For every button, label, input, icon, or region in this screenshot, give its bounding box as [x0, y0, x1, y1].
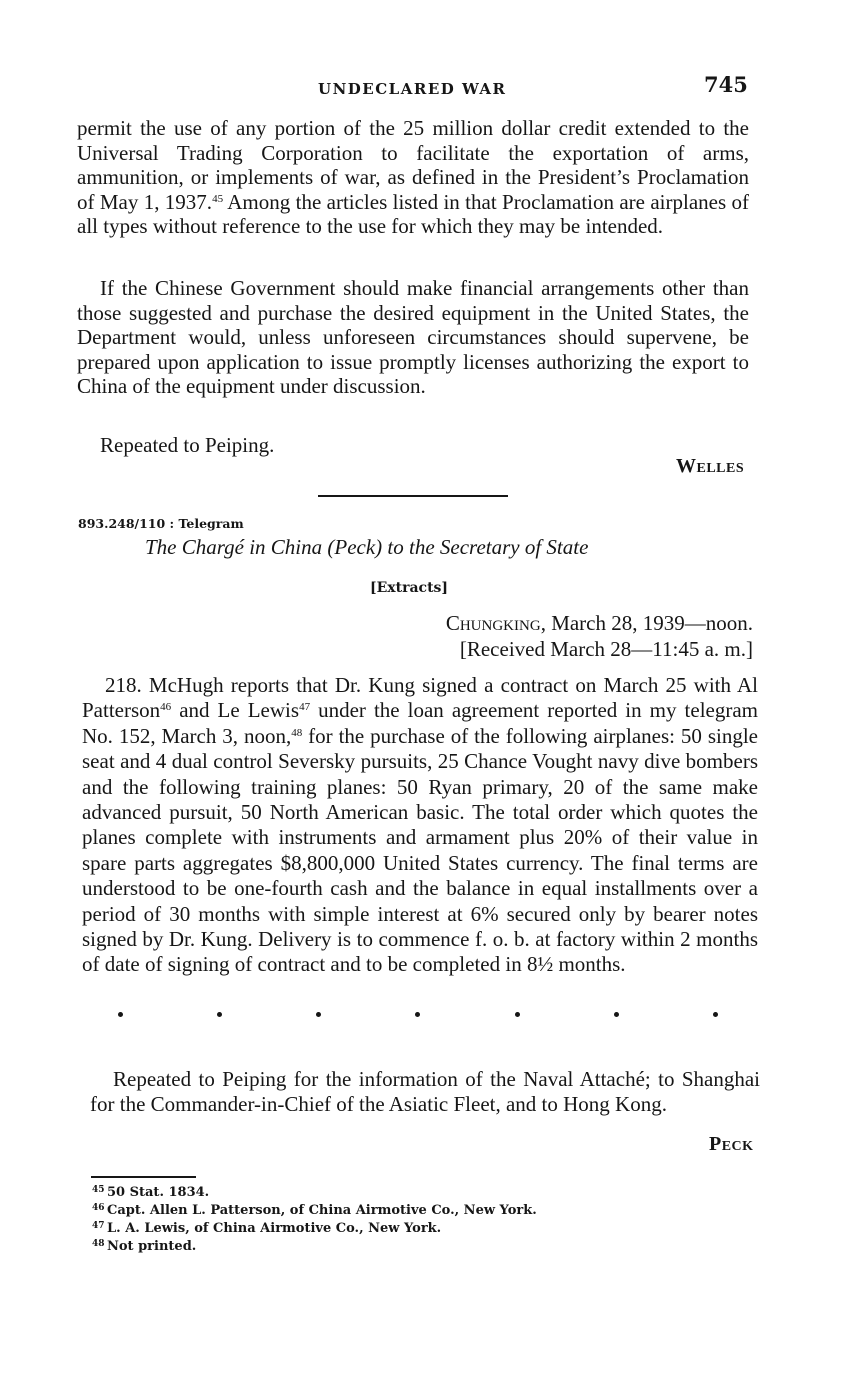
footnote-ref-48[interactable]: 48 [291, 726, 303, 739]
footnotes [92, 1184, 537, 1256]
ellipsis-dot [316, 1012, 321, 1017]
footnote-mark: 47 [92, 1221, 105, 1231]
footnote-ref-46[interactable]: 46 [160, 701, 172, 714]
footnote-48: 48 Not printed. [107, 1238, 537, 1256]
dateline-sent: Chungking, March 28, 1939—noon. [445, 611, 753, 635]
ellipsis-dot [614, 1012, 619, 1017]
footnote-45: 45 50 Stat. 1834. [107, 1184, 537, 1202]
extracts-note: [Extracts] [370, 580, 449, 596]
repeated-note: Repeated to Peiping. [100, 433, 275, 457]
paragraph-contract-report: 218. McHugh reports that Dr. Kung signed a contract on March 25 with Al Patterson$^{46}$ and Le Lewis$^{47}$ under the loan agreement reported in my telegram No. 152, March 3, noon,$^{48}$ for the purchase of the following airplanes: 50 single seat and 4 dual control Seversky pursuits, 25 Chance Vought navy dive bombers and the following training planes: 50 Ryan primary, 20 of the same make advanced pursuit, 50 North American basic. The total order which quotes the planes complete with instruments and armament plus 20% of their value in spare parts aggregates $8,800,000 United States currency. The final terms are understood to be one-fourth cash and the balance in equal installments over a period of 30 months with simple interest at 6% secured only by bearer notes signed by Dr. Kung. Delivery is to commence f. o. b. at factory within 2 months of date of signing of contract and to be completed in 8½ months. [82, 673, 758, 977]
file-reference: 893.248/110 : Telegram [78, 516, 244, 531]
document-title: The Chargé in China (Peck) to the Secretary of State [145, 535, 589, 559]
paragraph-financial-arrangements: If the Chinese Government should make financial arrangements other than those suggested and purchase the desired equipment in the United States, the Department would, unless unforeseen circumstances should supervene, be prepared upon application to issue promptly licenses authorizing the export to China of the equipment under discussion. [77, 276, 749, 399]
ellipsis-dot [415, 1012, 420, 1017]
footnote-46: 46 Capt. Allen L. Patterson, of China Airmotive Co., New York. [107, 1202, 537, 1220]
footnote-47: 47 L. A. Lewis, of China Airmotive Co., New York. [107, 1220, 537, 1238]
paragraph-repeated: Repeated to Peiping for the information of the Naval Attaché; to Shanghai for the Commander-in-Chief of the Asiatic Fleet, and to Hong Kong. [90, 1067, 760, 1117]
omission-ellipsis [118, 1012, 718, 1017]
paragraph-credit: permit the use of any portion of the 25 million dollar credit extended to the Universal Trading Corporation to facilitate the exportation of arms, ammunition, or implements of war, as defined in the President’s Proclamation of May 1, 1937.45 Among the articles listed in that Proclamation are airplanes of all types without reference to the use for which they may be intended. [77, 116, 749, 239]
ellipsis-dot [713, 1012, 718, 1017]
dateline [446, 610, 753, 662]
footnote-mark: 45 [92, 1185, 105, 1195]
ellipsis-dot [118, 1012, 123, 1017]
page-number: 745 [704, 72, 748, 97]
ellipsis-dot [515, 1012, 520, 1017]
running-head: UNDECLARED WAR [318, 80, 507, 98]
ellipsis-dot [217, 1012, 222, 1017]
dateline-received: [Received March 28—11:45 a. m.] [459, 637, 753, 661]
section-divider [318, 495, 508, 497]
footnote-mark: 48 [92, 1239, 105, 1249]
footnote-mark: 46 [92, 1203, 105, 1213]
dateline-place: Chungking [445, 611, 541, 635]
footnote-rule [91, 1176, 196, 1178]
signature-welles: Welles [676, 455, 745, 477]
footnote-ref-47[interactable]: 47 [299, 701, 311, 714]
footnote-ref-45[interactable]: 45 [212, 192, 224, 205]
signature-peck: Peck [709, 1133, 754, 1155]
